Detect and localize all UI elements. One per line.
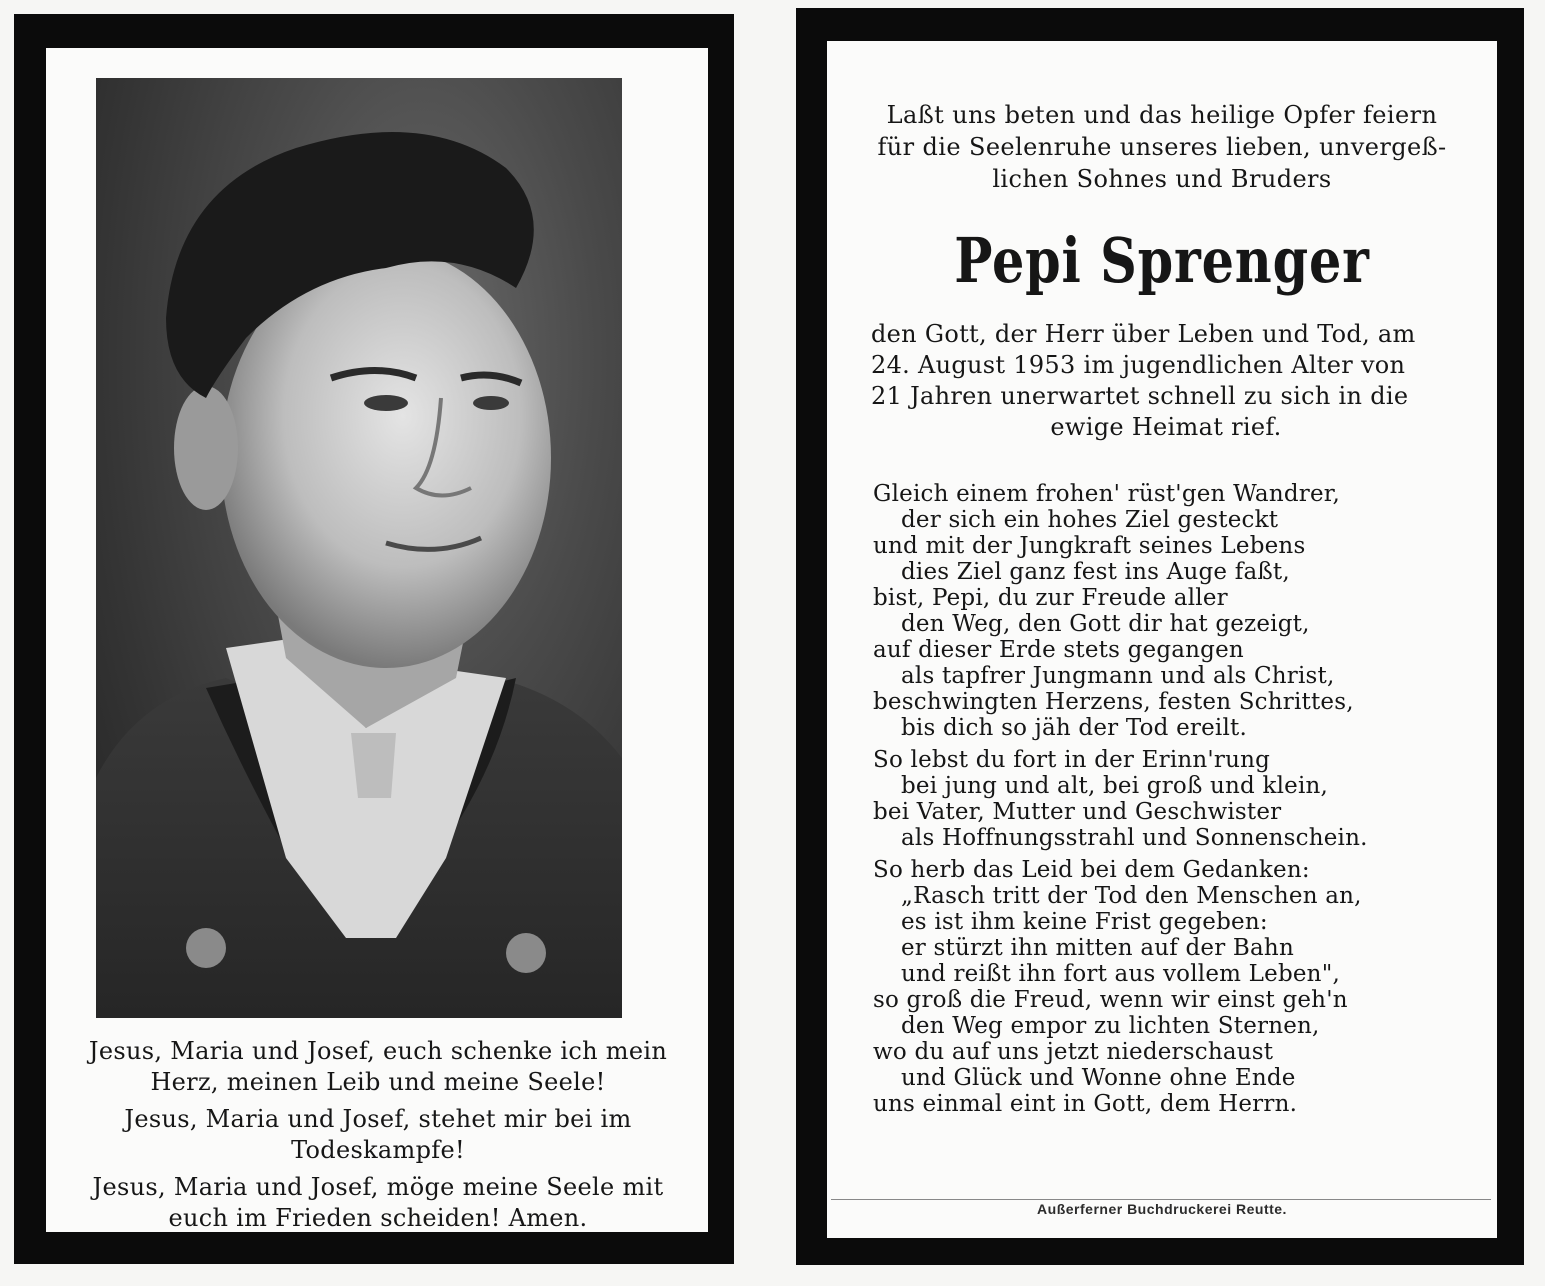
prayer-3: Jesus, Maria und Josef, möge meine Seele mit euch im Frieden scheiden! Amen. bbox=[92, 1173, 664, 1232]
poem-line: auf dieser Erde stets gegangen bbox=[873, 637, 1244, 663]
intro-line-1: Laßt uns beten und das heilige Opfer feiern bbox=[886, 101, 1438, 129]
poem-line: wo du auf uns jetzt niederschaust bbox=[873, 1039, 1274, 1065]
intro-line-3: lichen Sohnes und Bruders bbox=[992, 165, 1332, 193]
death-line-2: 24. August 1953 im jugendlichen Alter von bbox=[871, 351, 1406, 379]
poem-line: den Weg, den Gott dir hat gezeigt, bbox=[901, 611, 1310, 637]
death-line-1: den Gott, der Herr über Leben und Tod, am bbox=[871, 320, 1416, 348]
poem-line: dies Ziel ganz fest ins Auge faßt, bbox=[901, 559, 1290, 585]
poem-line: und mit der Jungkraft seines Lebens bbox=[873, 533, 1306, 559]
memorial-poem bbox=[873, 481, 1433, 1117]
card-right-inner bbox=[827, 41, 1497, 1238]
death-notice bbox=[871, 319, 1461, 443]
prayer-1: Jesus, Maria und Josef, euch schenke ich mein Herz, meinen Leib und meine Seele! bbox=[88, 1037, 668, 1096]
poem-line: beschwingten Herzens, festen Schrittes, bbox=[873, 689, 1354, 715]
printer-imprint: Außerferner Buchdruckerei Reutte. bbox=[1037, 1201, 1287, 1217]
intro-line-2: für die Seelenruhe unseres lieben, unvergeß- bbox=[877, 133, 1447, 161]
deceased-name: Pepi Sprenger bbox=[954, 224, 1370, 297]
poem-line: der sich ein hohes Ziel gesteckt bbox=[901, 507, 1279, 533]
poem-line: als Hoffnungsstrahl und Sonnenschein. bbox=[901, 825, 1368, 851]
poem-line: und Glück und Wonne ohne Ende bbox=[901, 1065, 1296, 1091]
memorial-card-right bbox=[796, 8, 1524, 1265]
portrait-photo bbox=[96, 78, 622, 1018]
poem-line: So lebst du fort in der Erinn'rung bbox=[873, 747, 1271, 773]
poem-line: So herb das Leid bei dem Gedanken: bbox=[873, 857, 1310, 883]
poem-line: bei jung und alt, bei groß und klein, bbox=[901, 773, 1329, 799]
poem-line: bis dich so jäh der Tod ereilt. bbox=[901, 715, 1247, 741]
intro-text bbox=[827, 99, 1497, 195]
death-line-4: ewige Heimat rief. bbox=[1050, 413, 1282, 441]
footer-divider bbox=[831, 1199, 1491, 1200]
poem-line: bist, Pepi, du zur Freude aller bbox=[873, 585, 1228, 611]
poem-line: uns einmal eint in Gott, dem Herrn. bbox=[873, 1091, 1298, 1117]
death-line-3: 21 Jahren unerwartet schnell zu sich in die bbox=[871, 382, 1409, 410]
poem-line: und reißt ihn fort aus vollem Leben", bbox=[901, 961, 1340, 987]
poem-line: so groß die Freud, wenn wir einst geh'n bbox=[873, 987, 1348, 1013]
poem-line: er stürzt ihn mitten auf der Bahn bbox=[901, 935, 1294, 961]
poem-line: den Weg empor zu lichten Sternen, bbox=[901, 1013, 1320, 1039]
poem-line: Gleich einem frohen' rüst'gen Wandrer, bbox=[873, 481, 1340, 507]
poem-line: bei Vater, Mutter und Geschwister bbox=[873, 799, 1282, 825]
prayer-2: Jesus, Maria und Josef, stehet mir bei im Todeskampfe! bbox=[124, 1105, 632, 1164]
poem-line: „Rasch tritt der Tod den Menschen an, bbox=[901, 883, 1362, 909]
poem-line: es ist ihm keine Frist gegeben: bbox=[901, 909, 1268, 935]
memorial-card-left bbox=[14, 14, 734, 1264]
card-left-inner bbox=[46, 48, 708, 1232]
portrait-illustration bbox=[96, 78, 622, 1018]
prayer-text bbox=[76, 1036, 680, 1240]
poem-line: als tapfrer Jungmann und als Christ, bbox=[901, 663, 1335, 689]
